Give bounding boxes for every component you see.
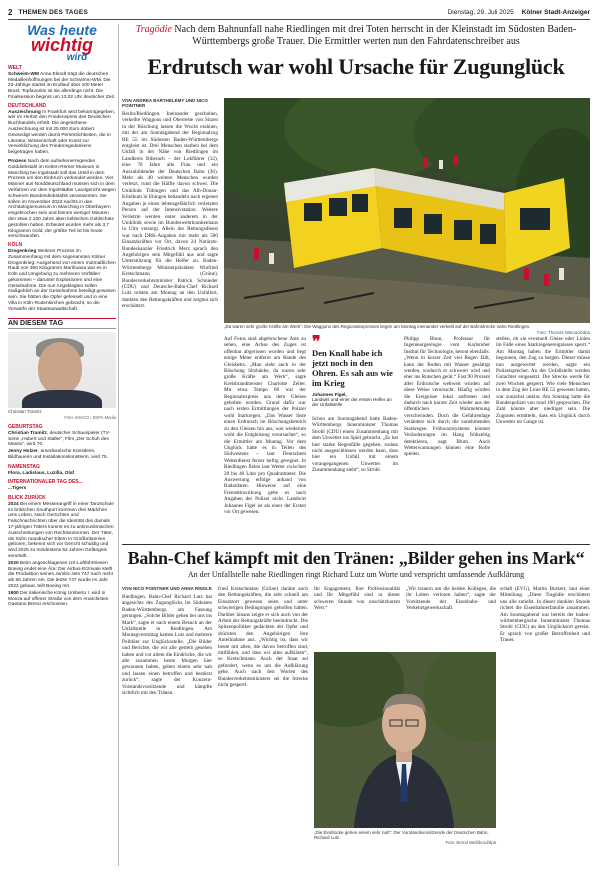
article1-headline: Erdrutsch war wohl Ursache für Zugunglück: [147, 54, 565, 79]
article-divider: [122, 544, 590, 545]
history-entry: 1900 Der italienische König Umberto I. wird in Monza auf offener Straße von dem Anarchisten Gaetano Bresci erschossen.: [8, 590, 109, 608]
article2-text: schaft (EVG), Martin Burkert, laut einer Mitteilung. „Diese Tragödie erschüttert uns alle zutiefst. In dieser dunklen Stunde richtet die Eisenbahnerfamilie zusammen. Am Sonntagabend war bereits der baden-württembergische Innenminister Thomas Strobl (CDU) an den Unglücksort gereist. Er sprach von großer Betroffenheit und Trauer.: [500, 586, 590, 644]
logo-line-1: Was heute: [27, 24, 97, 38]
train-crash-photo: [224, 98, 590, 323]
article2-column-3: [314, 586, 400, 646]
article2-subheadline: An der Unfallstelle nahe Riedlingen ringt Richard Lutz um Worte und verspricht umfassende Aufklärung: [187, 570, 525, 579]
left-column: [8, 24, 116, 866]
article1-text: Schon am Sonntagabend hatte Baden-Württembergs Innenminister Thomas Strobl (CDU) einen Zusammenhang mit dem Unwetter ins Spiel gebracht. „Es hat hier starke Regenfälle gegeben, sodass nicht ausgeschlossen werden kann, dass hier ein Unfall mit einem vorangegangenen Unwetter im Zusammenhang steht“, so Strobl.: [312, 416, 398, 474]
logo-line-2: wichtig: [31, 35, 93, 55]
article1-text: stellen, ob sie eventuell Gleise oder Linien im Falle eines Starkregenereignisses sperrt.“ Am Montag haben die Ermittler damit begonnen, den Zug zu bergen. Dieser müsse nun ausgewertet werden, sagte ein Polizeisprecher. An der Unfallstelle werden Gutachter eingesetzt. Die Strecke werde für zwei Wochen gesperrt. Wie viele Menschen in dem Zug der Linie RE 55 gewesen hatten, war zunächst unklar. Am Sonntag hatte die Bundespolizei von rund 100 gesprochen. Die Zahl könnte aber niedriger sein. Die Zugtoten ermitteln, dass ein Unglück durch Unwetter im Gange ist.: [496, 336, 590, 426]
birthday-category: GEBURTSTAG: [8, 424, 43, 431]
birthday-entry: Christian Tramitz, deutscher Schauspieler (TV-Serie „Hubert und Staller“, Film „Der Schuh des Manitu“, wird 70.: [8, 430, 111, 448]
quote-author: Johannes Figel,: [312, 392, 347, 397]
item-text: Prozess Nach dem aufsehenerregenden Golddiebstahl im Kelten-Römer Museum in Manching bei Ingolstadt soll das Urteil in dem Prozess um den Einbruch verkündet werden. Vier Männer aus Norddeutschland müssen sich in dem Verfahren vor dem Ingolstädter Landgericht wegen schweren Bandendiebstahls verantworten. Sie sollen im November 2022 nachts in das Archäologiemuseum in Manching in Oberbayern eingebrochen sein und binnen weniger Minuten den etwa 2.100 Jahre alten keltischen Goldschatz gestohlen haben. Erbeutet wurden mehr als 3,7 Kilogramm Gold, der größte Teil ist bis heute verschwunden.: [8, 158, 116, 240]
on-this-day-header: AN DIESEM TAG: [8, 318, 116, 330]
article2-column-5: [500, 586, 590, 856]
history-category: BLICK ZURÜCK: [8, 495, 46, 502]
portrait-photo: [8, 332, 116, 408]
article1-text: Berlin/Riedlingen. Ineinander geschoben, verkeilte Waggons und Oberreste von Sitzen in der Böschung lassen die Wucht erahnen, mit der am Sonntagabend der Regionalzug RE 55 im Südosten Baden-Württembergs entgleist ist. Drei Menschen starben bei dem Unfall in der Nähe von Riedlingen im Landkreis Biberach – der Lokführer (32), eine 70 Jahre alte Frau und ein Auszubildender der Deutschen Bahn (36). Mehr als 40 weitere Menschen wurden verletzt, rund die Hälfte davon schwer. Die Uniklinik Tübingen und das Alb-Donau-Klinikum in Ehingen behandeln nach eigenen Angaben je einen lebensgefährlich verletzten Person auf der Intensivstation. Weitere Verletzte werden unter anderem in der Uniklinik sowie im Bundeswehrkrankenhaus in Ulm versorgt. Allein der Rettungsdienst war nach DRK-Angaben mit mehr als 500 Einsatzkräften vor Ort, davon 24 Notärzte. Bundeskanzler Friedrich Merz sprach den Angehörigen sein Mitgefühl aus und sagte Unterstützung für die Helfer zu. Baden-Württembergs Ministerpräsident Winfried Kretschmann (Grüne), Bundesverkehrsminister Patrick Schnieder (CDU) und Deutsche-Bahn-Chef Richard Lutz reisten am Montag an den Unfallort, dankten den Rettungskräften und zeigten sich erschüttert.: [122, 111, 218, 310]
article2-text: Riedlingen. Bahn-Chef Richard Lutz hat angesichts des Zugunglücks im Südosten Baden-Württembergs um Fassung gerungen. „Solche Bilder gehen bei uns ins Mark“, sagte er nach einem Besuch an der Unfallstelle in Riedlingen. Am Montagvormittag kamen Lutz und mehrere Politiker zur Unglücksstelle. „Die Bilder und Berichte, die wir alle gestern gesehen haben und vor allem die Eindrücke, die wir alle zusammen heute Morgen hier gewonnen haben, gehen einem sehr nah und lassen einen betroffen und bestürzt zurück“, sagte der Konzern-Vorstandsvorsitzende und kämpfte sichtlich mit den Tränen.: [122, 594, 212, 697]
quote-text: Den Knall habe ich jetzt noch in den Ohren. Es sah aus wie im Krieg: [312, 348, 393, 388]
item-category: WELT: [8, 65, 22, 71]
page-number: 2: [8, 8, 13, 17]
article1-column-2: [224, 336, 306, 536]
photo1-credit: Foto: Thomas Warnack/dpa: [537, 330, 590, 335]
article2-byline: VON NICO POINTNER UND ANNA RINGLE: [122, 586, 212, 591]
article1-byline: VON ANDREA BARTHÉLÉMY UND NICO POINTNER: [122, 98, 208, 108]
nameday-category: NAMENSTAG: [8, 463, 40, 470]
photo2-credit: Foto: Bernd Weißbrod/dpa: [445, 840, 496, 845]
today-items: [8, 66, 116, 313]
article2-text: fried Kretschmann (Grüne) dankte auch den Rettungskräften, die sehr schnell am Einsatzort gewesen seien und unter schwierigen Bedingungen geholfen hätten. Darüber hinaus zeigte er sich auch von der Arbeit der Rettungskräfte beeindruckt. Die Spitzenpolitiker gedachten der Opfer und drückten den Angehörigen ihre Anteilnahme aus. „Wichtig ist, dass wir heute mit allen, die davon betroffen sind, mitfühlen, und dass wir alles aufklären“, so Kretschmann. Auch der Staat sei gefordert, wenn es um die Aufklärung gehe. Auch nach den Worten des Bundesverkehrsministers sei die Strecke nicht gesperrt.: [218, 586, 308, 689]
article1-column-1: [122, 98, 218, 543]
item-category: KÖLN: [8, 242, 23, 249]
portrait-caption: Christian Tramitz: [8, 409, 42, 415]
nameday-text: Flora, Ladislaus, Luzilla, Olaf: [8, 470, 75, 476]
item-text: Auszeichnung In Frankfurt wird bekanntgegeben, wer im Herbst den Friedenspreis des Deutschen Buchhandels erhält. Die angesehene Auszeichnung ist mit 25.000 Euro dotiert. Gewürdigt werden damit Persönlichkeiten, die in Literatur, Wissenschaft oder Kunst zur Verwirklichung des Friedensgedankens beigetragen haben.: [8, 109, 116, 156]
logo-line-3: wird: [66, 52, 88, 63]
section-title: THEMEN DES TAGES: [18, 9, 88, 16]
history-entry: 2024 Bei einem Messerangriff in einer Tanzschule im britischen Southport kommen drei Mädchen ums Leben. Nach Gerüchten und Falschnachrichten über die Identität des damals 17-jährigen Täters kommt es zu antimuslimischen Ausschreitungen von Rechtsextremen. Der Täter, als Sohn ruandischer Eltern in Großbritannien geboren, bekennt sich vor Gericht schuldig und wird 2025 zu mindestens 52 Jahren Gefängnis verurteilt.: [8, 501, 114, 559]
photo2-caption: [314, 830, 496, 845]
article1-kicker: Tragödie Nach dem Bahnunfall nahe Riedlingen mit drei Toten herrscht in der Kleinstadt im Südosten Baden-Württembergs große Trauer. Die Ermittler werten nun den Fahrdatenschreiber aus: [135, 24, 577, 47]
article1-column-5: [496, 336, 590, 536]
article2-headline: Bahn-Chef kämpft mit den Tränen: „Bilder gehen ins Mark“: [127, 548, 585, 568]
portrait-credit: Foto: IMAGO / SEPA.Media: [64, 415, 116, 421]
page-header: [8, 6, 590, 20]
pull-quote: [312, 334, 398, 407]
intl-day-text: ...Tigers: [8, 486, 27, 492]
issue-date: Dienstag, 29. Juli 2025: [447, 9, 514, 16]
quote-role: Landwirt und einer der ersten Helfer an der Unfallstelle: [312, 397, 392, 407]
newspaper-name: Kölner Stadt-Anzeiger: [521, 9, 590, 16]
photo1-caption: „Da waren sehr große Kräfte am Werk“: Die Waggons des Regionalexpresses liegen am Montag ineinander verkeilt auf der Bahnstrecke nahe Riedlingen.: [224, 324, 531, 329]
bahn-chef-photo: [314, 652, 496, 828]
article1-column-4: [404, 336, 490, 536]
article1-text: Auf Fotos sind abgebrochene Äste zu sehen, eine Achse des Zuges ist offenbar abgerissen worden und liegt einige Meter entfernt am Rande des Gleisbetts. „Man sieht auch in der Böschung Sitzbänke, da waren sehr große Kräfte am Werk“, sagte Kreisbrandmeister Charlotte Zeller. Mit etwa Tempo 80 war der Regionalexpress aus dem Gleises gehoben worden. Grund dafür war nach ersten Ermittlungen der Polizei wohl Starkregen. „Das Wasser löste einen Erdrutsch im Böschungsbereich zu den Gleisen hin aus, was wiederum wohl die Entgleisung verursachte“, so die Ermittler am Montag. Vor dem Unglück hatte es in Teilen des Südwestens – laut Deutschem Wetterdienst ferner heftig geregnet. In Riedlingen fielen laut Wetter zwischen 20 bis 40 Liter pro Quadratmeter. Die Auswertung erfolge anhand von Radardaten. Hinweise auf eine Fremdeinwirkung gebe es nach Angaben der Polizei nicht. Landwirt Johannes Figel ist als einer der Ersten vor Ort gewesen.: [224, 336, 306, 515]
intl-day-category: INTERNATIONALER TAG DES...: [8, 479, 83, 486]
article2-text: „Wir trauern um die beiden Kollegen, die ihr Leben verloren haben“, sagte der Vorsitzende der Eisenbahn- und Verkehrsgewerkschaft.: [406, 586, 496, 612]
article2-column-1: [122, 586, 212, 864]
birthday-entry: Jenny Holzer, amerikanische Künstlerin, Bildhauerin und Installationskünstlerin, wird 75.: [8, 449, 108, 461]
article2-column-4: [406, 586, 496, 646]
item-text: Schweim-WM Anna Elendt trägt die deutschen Medaillenhoffnungen bei der Schwimm-WM. Die 23-Jährige startet im Endlauf über 100 Meter Brust. Topfavoritin ist sie allerdings nicht. Die Finalsession beginnt um 13.02 Uhr deutscher Zeit.: [8, 71, 116, 100]
article1-header: [122, 24, 590, 80]
article2-column-2: [218, 586, 308, 866]
photo2-caption-text: „Die Eindrücke gehen einem sehr nah“: Der Vorstandsvorsitzende der Deutschen Bahn, Richard Lutz.: [314, 830, 489, 840]
column-divider: [118, 24, 119, 866]
item-text: Drogenkrieg Weiterer Prozess im Zusammenhang mit dem sogenannten Kölner Drogenkrieg: Ausgehend von einem mutmaßlichen Raub von 350 Kilogramm Marihuana war es in Köln und Umgebung zu mehreren Vorfällen gekommen – darunter Explosionen und eine Geiselnahme. Die nun Angeklagten sollen maßgeblich an der Geiselnahme beteiligt gewesen sein. Sie hätten die Opfer gefesselt und in eine Villa in Köln-Rodenkirchen gebracht, so die Vorwürfe der Staatsanwaltschaft.: [8, 248, 116, 312]
quote-mark: ❞: [312, 334, 321, 351]
article1-column-3: [312, 416, 398, 536]
article1-text: Philipp Blum, Professor für Ingenieurgeologie vom Karlsruher Institut für Technologie, betont ebenfalls: „Wenn in kurzer Zeit viel Regen fällt, kann der Boden mit Wasser gesättigt werden, wodurch er schwerer wird und eher ins Rutschen gerät.“ Fast 90 Prozent aller Erdrutsche weltweit würden auf diese Weise verursacht. Häufig würden die Ereignisse lokal auftreten und dadurch nach kurzer Zeit wieder aus der öffentlichen Wahrnehmung verschwinden. Doch die Gefahrenlage verändere sich durch die zunehmenden Starkregen. Frühwarnsysteme können Veränderungen im Hang frühzeitig detektieren, sagt Blum. Auch Wetterwarnungen können eine Rolle spielen.: [404, 336, 490, 458]
article2-text: Ihr Engagement, Ihre Professionalität und Ihr Mitgefühl sind in dieser schweren Stunde von unschätzbarem Wert.“: [314, 586, 400, 612]
history-entry: 2020 Beim angeschlagenen US-Luftfahrtriesen Boeing endet eine Ära: Der Airbus-Erzrivale stellt die Produktion seines Jumbo-Jets 747 nach mehr als 50 Jahren ein. Die letzte 747 wurde im Jahr 2022 gebaut, teilt Boeing mit.: [8, 560, 114, 589]
item-category: DEUTSCHLAND: [8, 102, 47, 109]
was-heute-wichtig-logo: [8, 24, 116, 63]
